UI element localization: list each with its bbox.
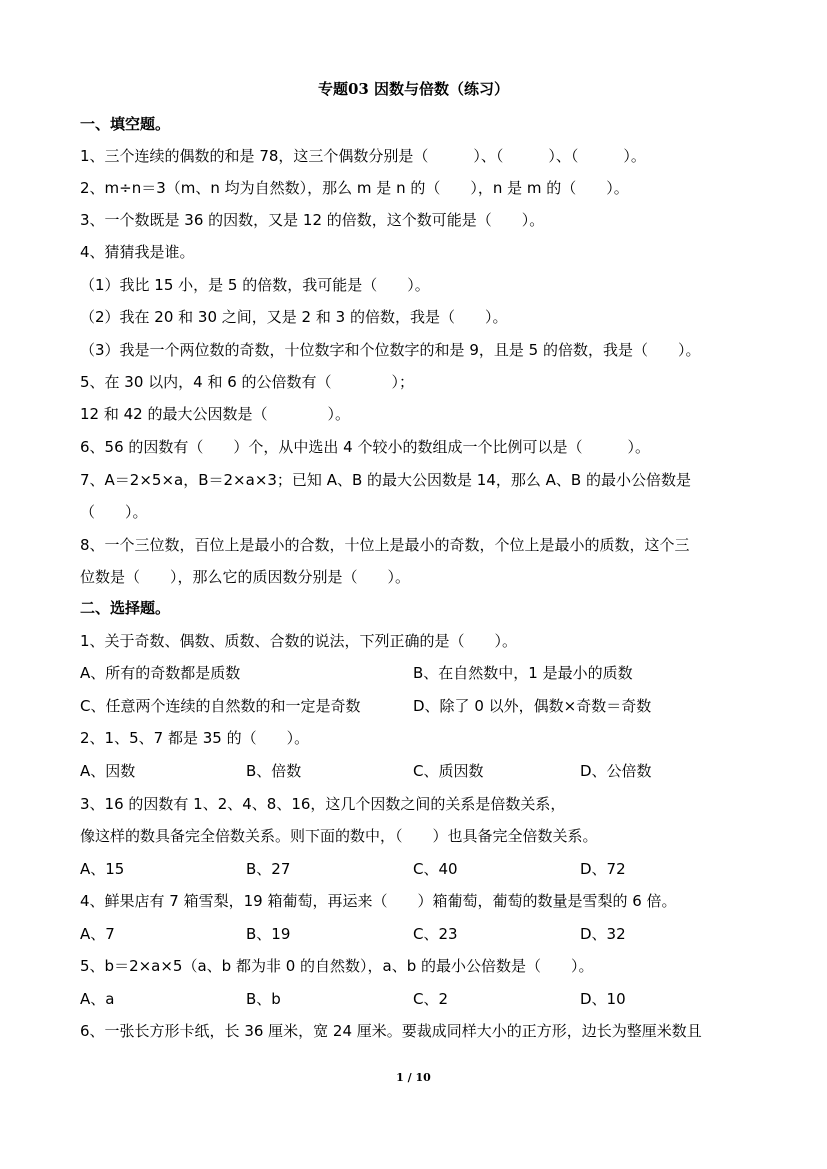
option-2-2-a: A、因数 <box>80 762 136 780</box>
question-1-7a: 7、A＝2×5×a，B＝2×a×3；已知 A、B 的最大公因数是 14，那么 A、B 的最小公倍数是 <box>80 471 691 489</box>
option-2-3-c: C、40 <box>413 860 458 878</box>
question-1-3: 3、一个数既是 36 的因数，又是 12 的倍数，这个数可能是（ ）。 <box>80 211 545 229</box>
question-1-8a: 8、一个三位数，百位上是最小的合数，十位上是最小的奇数，个位上是最小的质数，这个三 <box>80 536 690 554</box>
question-1-1: 1、三个连续的偶数的和是 78，这三个偶数分别是（ ）、（ ）、（ ）。 <box>80 147 646 165</box>
option-2-4-d: D、32 <box>580 925 626 943</box>
question-2-3b: 像这样的数具备完全倍数关系。则下面的数中，（ ）也具备完全倍数关系。 <box>80 827 598 845</box>
page-title: 专题03 因数与倍数（练习） <box>317 80 510 98</box>
question-2-2: 2、1、5、7 都是 35 的（ ）。 <box>80 729 310 747</box>
option-2-5-b: B、b <box>246 990 281 1008</box>
option-2-3-d: D、72 <box>580 860 626 878</box>
option-2-5-d: D、10 <box>580 990 626 1008</box>
section-heading-fill-blank: 一、填空题。 <box>80 115 171 133</box>
question-1-4-1: （1）我比 15 小，是 5 的倍数，我可能是（ ）。 <box>80 276 430 294</box>
question-1-8b: 位数是（ ），那么它的质因数分别是（ ）。 <box>80 568 411 586</box>
option-2-1-d: D、除了 0 以外，偶数×奇数＝奇数 <box>413 697 652 715</box>
question-2-4: 4、鲜果店有 7 箱雪梨，19 箱葡萄，再运来（ ）箱葡萄，葡萄的数量是雪梨的 6 倍。 <box>80 892 677 910</box>
question-2-6: 6、一张长方形卡纸，长 36 厘米，宽 24 厘米。要裁成同样大小的正方形，边长为整厘米数且 <box>80 1022 702 1040</box>
page-number: 1 / 10 <box>396 1071 431 1084</box>
question-1-5b: 12 和 42 的最大公因数是（ ）。 <box>80 405 350 423</box>
question-2-1: 1、关于奇数、偶数、质数、合数的说法，下列正确的是（ ）。 <box>80 632 518 650</box>
option-2-3-b: B、27 <box>246 860 291 878</box>
option-2-3-a: A、15 <box>80 860 125 878</box>
option-2-4-b: B、19 <box>246 925 291 943</box>
option-2-4-a: A、7 <box>80 925 115 943</box>
question-1-5a: 5、在 30 以内，4 和 6 的公倍数有（ ）； <box>80 373 415 391</box>
question-1-4-2: （2）我在 20 和 30 之间，又是 2 和 3 的倍数，我是（ ）。 <box>80 308 508 326</box>
option-2-2-b: B、倍数 <box>246 762 302 780</box>
option-2-5-c: C、2 <box>413 990 449 1008</box>
option-2-1-c: C、任意两个连续的自然数的和一定是奇数 <box>80 697 361 715</box>
option-2-5-a: A、a <box>80 990 115 1008</box>
question-1-7b: （ ）。 <box>80 503 148 521</box>
question-2-5: 5、b＝2×a×5（a、b 都为非 0 的自然数），a、b 的最小公倍数是（ ）。 <box>80 957 594 975</box>
option-2-2-c: C、质因数 <box>413 762 484 780</box>
option-2-2-d: D、公倍数 <box>580 762 652 780</box>
option-2-4-c: C、23 <box>413 925 458 943</box>
question-1-2: 2、m÷n＝3（m、n 均为自然数），那么 m 是 n 的（ ），n 是 m 的（ ）。 <box>80 179 629 197</box>
question-1-4-3: （3）我是一个两位数的奇数，十位数字和个位数字的和是 9，且是 5 的倍数，我是（ ）。 <box>80 341 701 359</box>
question-1-6: 6、56 的因数有（ ）个，从中选出 4 个较小的数组成一个比例可以是（ ）。 <box>80 438 650 456</box>
section-heading-multiple-choice: 二、选择题。 <box>80 599 171 617</box>
question-1-4: 4、猜猜我是谁。 <box>80 243 195 261</box>
question-2-3a: 3、16 的因数有 1、2、4、8、16，这几个因数之间的关系是倍数关系， <box>80 795 566 813</box>
option-2-1-b: B、在自然数中，1 是最小的质数 <box>413 664 633 682</box>
option-2-1-a: A、所有的奇数都是质数 <box>80 664 241 682</box>
